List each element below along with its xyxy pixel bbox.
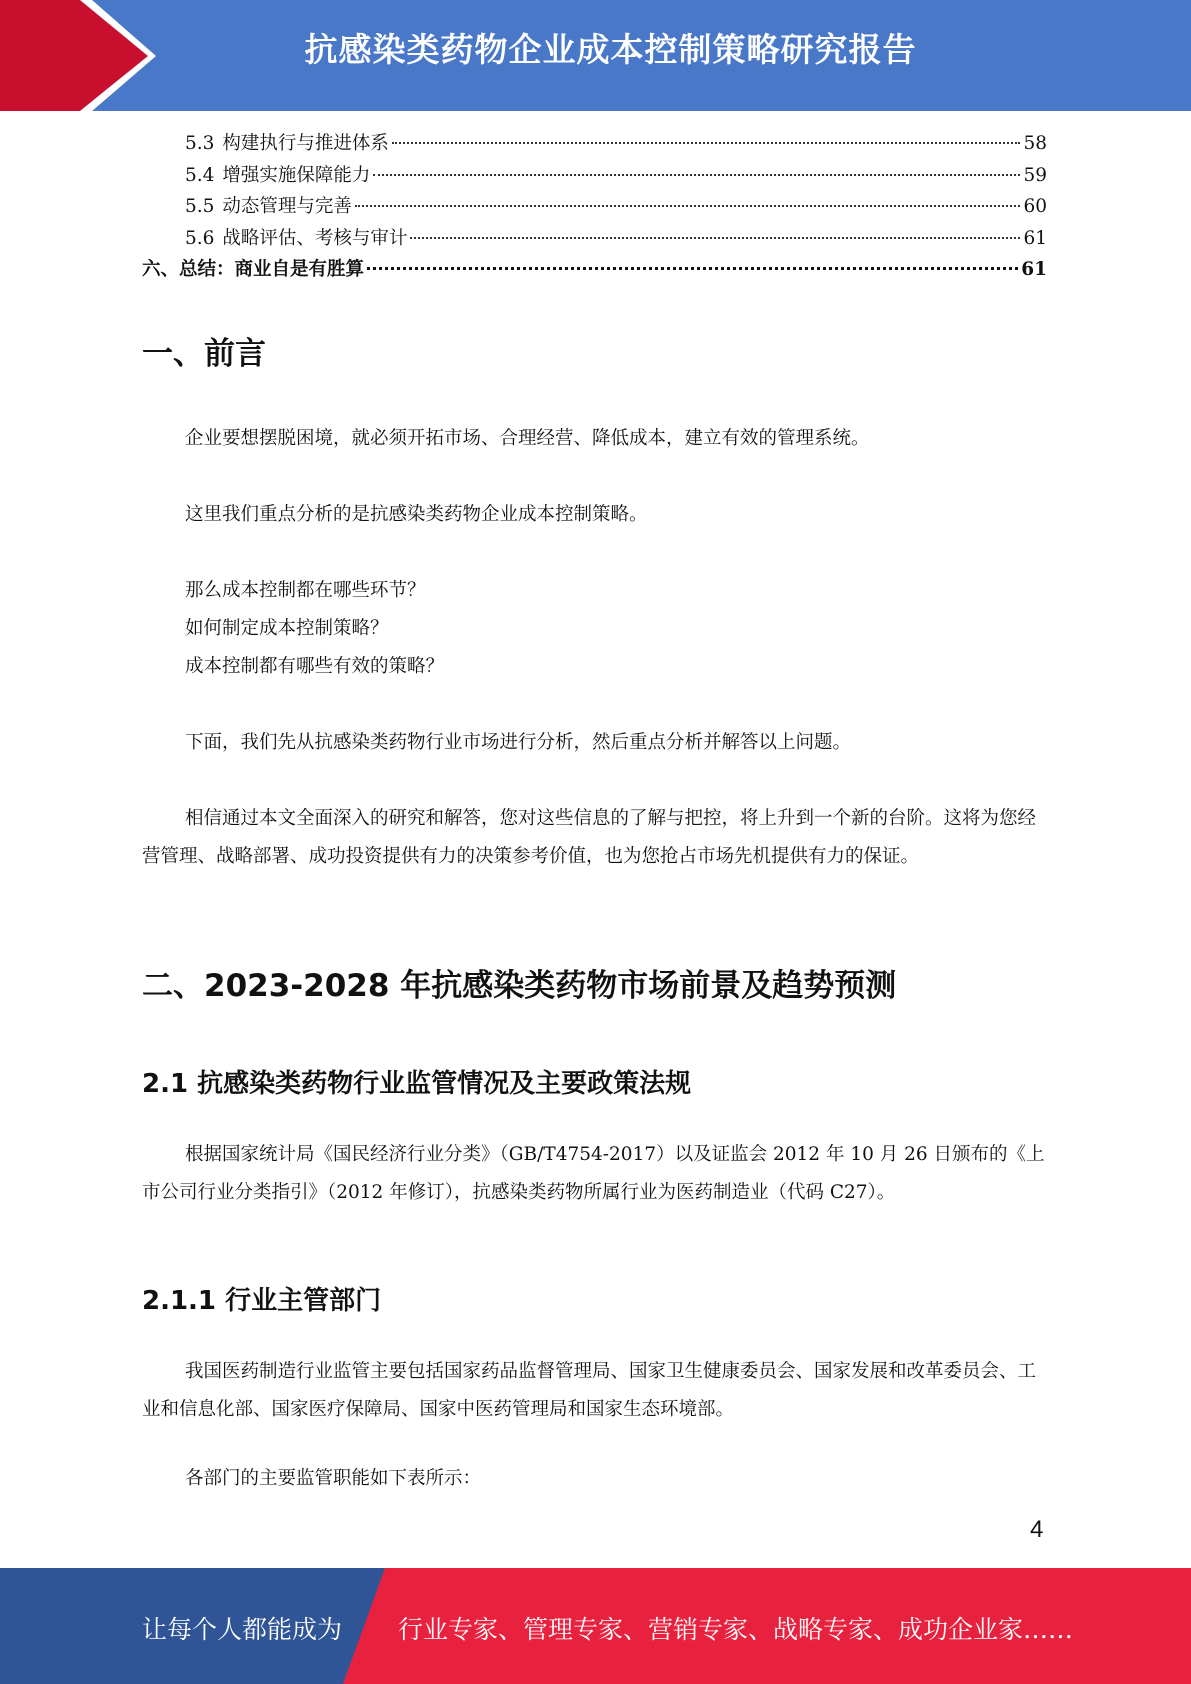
paragraph: 这里我们重点分析的是抗感染类药物企业成本控制策略。 xyxy=(185,504,648,525)
section-heading: 二、2023-2028 年抗感染类药物市场前景及趋势预测 xyxy=(142,968,897,1004)
paragraph: 下面，我们先从抗感染类药物行业市场进行分析，然后重点分析并解答以上问题。 xyxy=(185,732,852,753)
section-heading: 一、前言 xyxy=(142,336,266,372)
page-footer xyxy=(0,1568,1191,1684)
paragraph: 我国医药制造行业监管主要包括国家药品监督管理局、国家卫生健康委员会、国家发展和改革委员会、工业和信息化部、国家医疗保障局、国家中医药管理局和国家生态环境部。 xyxy=(142,1361,1037,1420)
header-arrow-icon xyxy=(0,0,160,111)
toc-leader xyxy=(367,266,1018,270)
toc-entry[interactable] xyxy=(142,191,1047,223)
question-line: 成本控制都有哪些有效的策略？ xyxy=(185,656,445,677)
toc-number: 5.3 xyxy=(185,133,215,154)
toc-label: 构建执行与推进体系 xyxy=(222,133,389,154)
subsection-heading: 2.1.1 行业主管部门 xyxy=(142,1286,382,1316)
toc-leader xyxy=(392,141,1021,144)
toc-label: 战略评估、考核与审计 xyxy=(222,227,408,249)
toc-label: 六、总结：商业自是有胜算 xyxy=(142,259,365,280)
subsection-heading: 2.1 抗感染类药物行业监管情况及主要政策法规 xyxy=(142,1069,692,1099)
paragraph: 各部门的主要监管职能如下表所示： xyxy=(185,1468,482,1489)
toc-page: 59 xyxy=(1023,164,1047,186)
toc-leader xyxy=(410,236,1020,239)
question-line: 如何制定成本控制策略？ xyxy=(185,618,389,639)
paragraph: 相信通过本文全面深入的研究和解答，您对这些信息的了解与把控，将上升到一个新的台阶。这将为您经营管理、战略部署、成功投资提供有力的决策参考价值，也为您抢占市场先机提供有力的保证。 xyxy=(142,808,1037,867)
footer-slogan-left: 让每个人都能成为 xyxy=(142,1615,343,1644)
toc-number: 5.6 xyxy=(185,227,215,249)
header-title: 抗感染类药物企业成本控制策略研究报告 xyxy=(304,30,917,69)
paragraph: 企业要想摆脱困境，就必须开拓市场、合理经营、降低成本，建立有效的管理系统。 xyxy=(185,428,870,449)
toc-page: 61 xyxy=(1021,259,1047,280)
toc-page: 58 xyxy=(1023,133,1047,154)
question-line: 那么成本控制都在哪些环节？ xyxy=(185,580,426,601)
paragraph: 根据国家统计局《国民经济行业分类》（GB/T4754-2017）以及证监会 2012 年 10 月 26 日颁布的《上市公司行业分类指引》（2012 年修订），抗感染类药物所属行业为医药制造业（代码 C27）。 xyxy=(142,1144,1045,1203)
table-of-contents xyxy=(142,128,1047,286)
toc-number: 5.5 xyxy=(185,196,215,217)
page-header xyxy=(0,0,1191,111)
footer-slogan-right: 行业专家、管理专家、营销专家、战略专家、成功企业家…… xyxy=(398,1615,1074,1644)
toc-page: 60 xyxy=(1023,196,1047,217)
page-number: 4 xyxy=(1030,1516,1044,1543)
toc-label: 动态管理与完善 xyxy=(222,196,352,217)
toc-label: 增强实施保障能力 xyxy=(222,164,371,186)
toc-entry[interactable] xyxy=(142,254,1047,286)
toc-number: 5.4 xyxy=(185,164,215,186)
toc-leader xyxy=(355,204,1021,207)
toc-entry[interactable] xyxy=(142,223,1047,255)
toc-entry[interactable] xyxy=(142,160,1047,192)
toc-leader xyxy=(373,173,1020,176)
toc-page: 61 xyxy=(1023,227,1047,249)
toc-entry[interactable] xyxy=(142,128,1047,160)
